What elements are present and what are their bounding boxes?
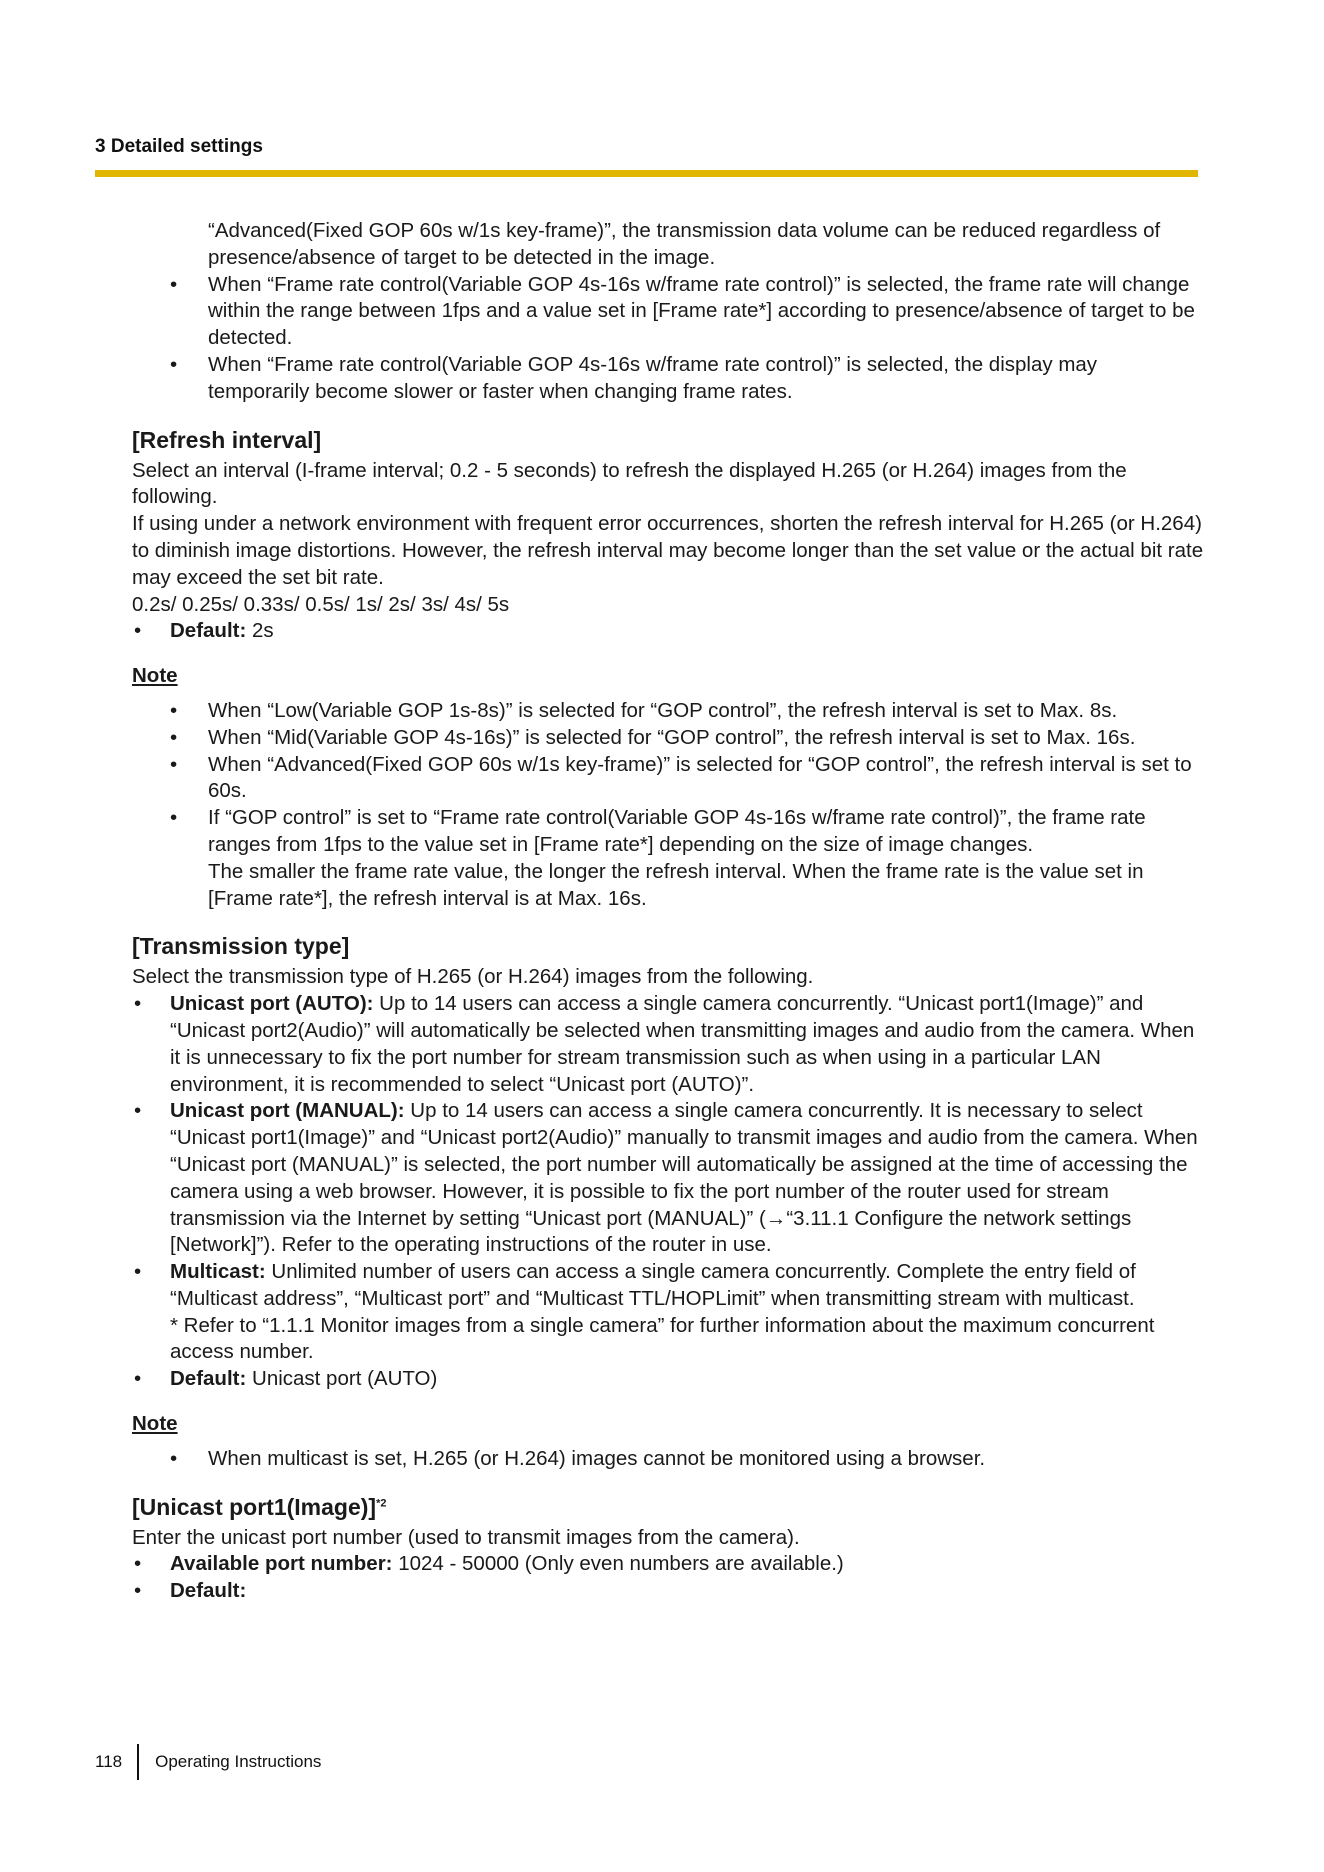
item-label: Unicast port (MANUAL): — [170, 1099, 405, 1123]
refresh-interval-default — [132, 618, 1204, 645]
refresh-interval-options: 0.2s/ 0.25s/ 0.33s/ 0.5s/ 1s/ 2s/ 3s/ 4s/ 5s — [132, 592, 510, 616]
document-title: Operating Instructions — [155, 1752, 322, 1771]
chapter-rule — [95, 170, 1198, 177]
refresh-note-continuation: The smaller the frame rate value, the longer the refresh interval. When the frame rate is the value set in [Frame rate*], the refresh interval is at Max. 16s. — [208, 859, 1144, 910]
item-text: Up to 14 users can access a single camera concurrently. “Unicast port1(Image)” and “Unicast port2(Audio)” will automatically be selected when transmitting images and audio from the camera. When it is unnecessary to fix the port number for stream transmission such as when using in a particular LAN environment, it is recommended to select “Unicast port (AUTO)”. — [170, 992, 1195, 1096]
page-footer — [95, 1744, 321, 1780]
intro-bullet-1: • When “Frame rate control(Variable GOP 4s-16s w/frame rate control)” is selected, the frame rate will change within the range between 1fps and a value set in [Frame rate*] according to presence/absence of target to be detected. — [132, 272, 1204, 352]
refresh-interval-heading: [Refresh interval] — [132, 426, 322, 453]
unicast-port1-available — [132, 1551, 1204, 1578]
multicast-footnote: * Refer to “1.1.1 Monitor images from a single camera” for further information about the maximum concurrent access number. — [170, 1313, 1155, 1364]
transmission-type-heading: [Transmission type] — [132, 933, 350, 960]
item-label: Unicast port (AUTO): — [170, 992, 374, 1016]
unicast-port1-intro: Enter the unicast port number (used to transmit images from the camera). — [132, 1525, 800, 1549]
intro-continuation: “Advanced(Fixed GOP 60s w/1s key-frame)”, the transmission data volume can be reduced regardless of presence/absence of target to be detected in the image. — [208, 219, 1161, 269]
refresh-note-3: • When “Advanced(Fixed GOP 60s w/1s key-frame)” is selected for “GOP control”, the refresh interval is set to 60s. — [132, 752, 1204, 806]
page-content — [132, 218, 1204, 1605]
item-label: Multicast: — [170, 1260, 266, 1284]
refresh-note-2: • When “Mid(Variable GOP 4s-16s)” is selected for “GOP control”, the refresh interval is set to Max. 16s. — [132, 725, 1204, 752]
refresh-interval-para1: Select an interval (I-frame interval; 0.2 - 5 seconds) to refresh the displayed H.265 (or H.264) images from the following. — [132, 458, 1127, 509]
refresh-note-heading: Note — [132, 664, 178, 688]
default-value: 2s — [246, 619, 274, 643]
transmission-note-heading: Note — [132, 1412, 178, 1436]
available-value: 1024 - 50000 (Only even numbers are available.) — [392, 1552, 844, 1576]
default-label: Default: — [170, 1367, 247, 1391]
chapter-title: 3 Detailed settings — [95, 136, 263, 157]
intro-bullet-2: • When “Frame rate control(Variable GOP 4s-16s w/frame rate control)” is selected, the display may temporarily become slower or faster when changing frame rates. — [132, 352, 1204, 406]
transmission-default — [132, 1366, 1204, 1393]
refresh-interval-para2: If using under a network environment with frequent error occurrences, shorten the refresh interval for H.265 (or H.264) to diminish image distortions. However, the refresh interval may become longer than the set value or the actual bit rate may exceed the set bit rate. — [132, 512, 1204, 589]
default-value: Unicast port (AUTO) — [246, 1367, 438, 1391]
transmission-note-1: • When multicast is set, H.265 (or H.264) images cannot be monitored using a browser. — [132, 1446, 1204, 1473]
refresh-note-4: • If “GOP control” is set to “Frame rate control(Variable GOP 4s-16s w/frame rate control)”, the frame rate ranges from 1fps to the value set in [Frame rate*] depending on the size of image changes. — [132, 805, 1204, 859]
page-number: 118 — [95, 1752, 123, 1771]
heading-text: [Unicast port1(Image)] — [132, 1493, 377, 1520]
available-label: Available port number: — [170, 1552, 393, 1576]
transmission-type-intro: Select the transmission type of H.265 (or H.264) images from the following. — [132, 965, 814, 989]
unicast-port1-heading — [132, 1493, 1204, 1521]
unicast-port1-default — [132, 1578, 1204, 1605]
footnote-marker: *2 — [376, 1497, 387, 1510]
refresh-note-1: • When “Low(Variable GOP 1s-8s)” is selected for “GOP control”, the refresh interval is set to Max. 8s. — [132, 698, 1204, 725]
default-label: Default: — [170, 619, 247, 643]
default-label: Default: — [170, 1579, 247, 1603]
item-text: Unlimited number of users can access a single camera concurrently. Complete the entry field of “Multicast address”, “Multicast port” and “Multicast TTL/HOPLimit” when transmitting stream with multicast. — [170, 1260, 1136, 1310]
transmission-item-multicast — [132, 1259, 1204, 1313]
footer-divider — [137, 1744, 139, 1780]
transmission-item-unicast-auto — [132, 991, 1204, 1098]
item-text: Up to 14 users can access a single camera concurrently. It is necessary to select “Unicast port1(Image)” and “Unicast port2(Audio)” manually to transmit images and audio from the camera. When “Unicast port (MANUAL)” is selected, the port number will automatically be assigned at the time of accessing the camera using a web browser. However, it is possible to fix the port number of the router used for stream transmission via the Internet by setting “Unicast port (MANUAL)” (→“3.11.1 Configure the network settings [Network]”). Refer to the operating instructions of the router in use. — [170, 1099, 1198, 1257]
transmission-item-unicast-manual — [132, 1098, 1204, 1259]
